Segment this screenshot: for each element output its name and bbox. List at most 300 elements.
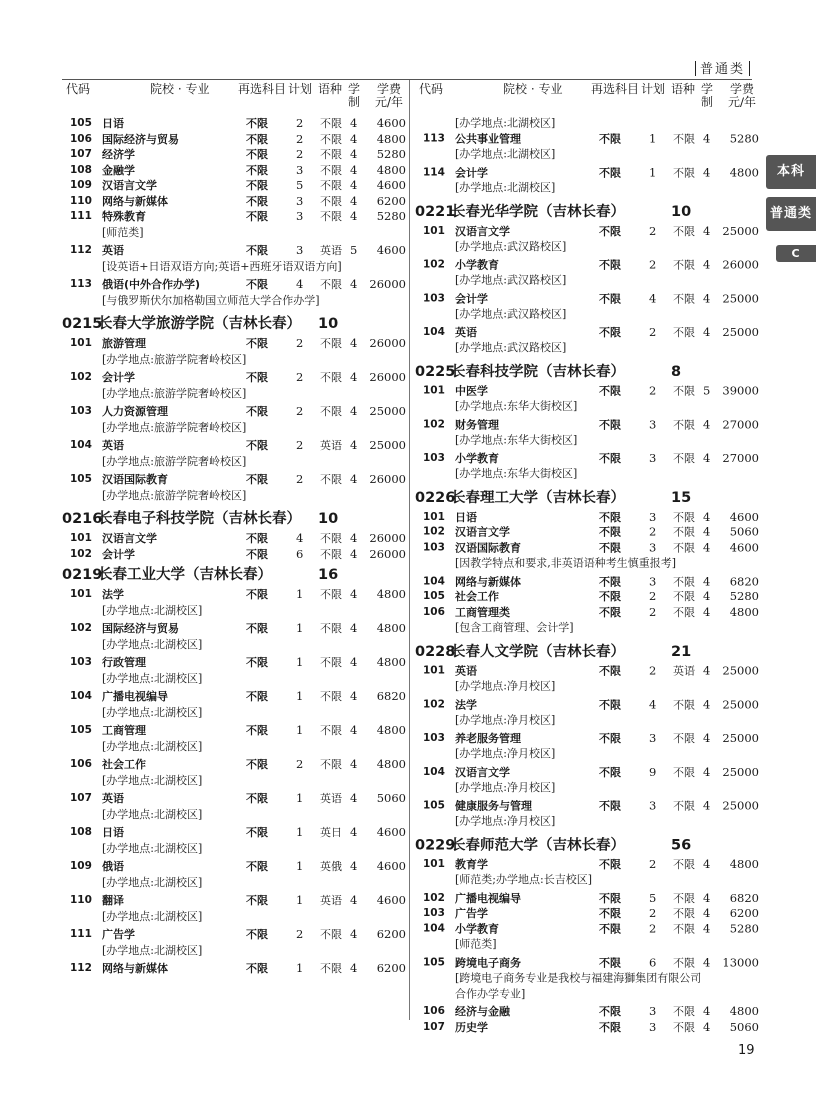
language: 不限 bbox=[673, 574, 695, 588]
institution-heading bbox=[415, 488, 760, 507]
study-years: 4 bbox=[350, 193, 358, 208]
table-row bbox=[415, 451, 760, 466]
major-note: [办学地点:北湖校区] bbox=[102, 909, 203, 923]
major-code: 103 bbox=[70, 405, 92, 417]
table-row bbox=[415, 291, 760, 306]
subject-requirement: 不限 bbox=[599, 418, 621, 431]
row-spacer bbox=[415, 196, 760, 199]
language: 不限 bbox=[673, 697, 695, 711]
tuition-fee: 4600 bbox=[376, 178, 406, 192]
subject-requirement: 不限 bbox=[246, 758, 268, 771]
major-code: 101 bbox=[423, 224, 445, 237]
plan-count: 2 bbox=[296, 147, 304, 161]
institution-code: 0229 bbox=[415, 836, 456, 853]
language: 不限 bbox=[320, 163, 342, 177]
side-tab-general[interactable]: 普通类 bbox=[766, 197, 816, 231]
header-code: 代码 bbox=[419, 81, 444, 96]
study-years: 4 bbox=[350, 472, 358, 486]
major-code: 109 bbox=[70, 860, 92, 872]
tuition-fee: 4800 bbox=[376, 723, 406, 737]
left-column-body bbox=[62, 116, 407, 977]
subject-requirement: 不限 bbox=[246, 690, 268, 703]
tuition-fee: 4800 bbox=[729, 164, 759, 179]
tuition-fee: 25000 bbox=[369, 404, 406, 418]
major-code: 113 bbox=[423, 132, 445, 145]
table-row bbox=[62, 547, 407, 563]
row-spacer bbox=[62, 308, 407, 311]
subject-requirement: 不限 bbox=[246, 894, 268, 907]
study-years: 4 bbox=[703, 540, 711, 555]
study-years: 5 bbox=[703, 383, 711, 398]
side-tab-c[interactable]: C bbox=[776, 245, 816, 262]
institution-block bbox=[62, 116, 407, 311]
tuition-fee: 4800 bbox=[376, 621, 406, 635]
institution-block bbox=[415, 488, 760, 638]
subject-requirement: 不限 bbox=[246, 826, 268, 839]
subject-requirement: 不限 bbox=[246, 588, 268, 601]
major-name: 小学教育 bbox=[455, 451, 499, 465]
plan-count: 1 bbox=[649, 164, 657, 179]
major-name: 工商管理类 bbox=[455, 605, 510, 619]
major-note: [设英语+日语双语方向;英语+西班牙语双语方向] bbox=[102, 259, 342, 273]
tuition-fee: 26000 bbox=[369, 277, 406, 291]
major-note: [包含工商管理、会计学] bbox=[455, 621, 574, 634]
tuition-fee: 25000 bbox=[722, 290, 759, 305]
major-code: 107 bbox=[70, 792, 92, 804]
tuition-fee: 27000 bbox=[722, 417, 759, 431]
tuition-fee: 4800 bbox=[376, 162, 406, 177]
subject-requirement: 不限 bbox=[246, 532, 268, 545]
table-row bbox=[415, 589, 760, 604]
study-years: 4 bbox=[703, 955, 711, 969]
row-spacer bbox=[415, 482, 760, 485]
language: 不限 bbox=[673, 541, 695, 555]
tuition-fee: 6200 bbox=[376, 961, 406, 975]
institution-total: 15 bbox=[671, 489, 692, 506]
study-years: 4 bbox=[350, 336, 358, 350]
study-years: 4 bbox=[703, 223, 711, 238]
study-years: 4 bbox=[703, 856, 711, 871]
table-row bbox=[62, 147, 407, 163]
language: 英语 bbox=[320, 244, 342, 257]
major-code: 101 bbox=[423, 510, 445, 523]
subject-requirement: 不限 bbox=[246, 337, 268, 350]
institution-heading bbox=[415, 203, 760, 222]
subject-requirement: 不限 bbox=[246, 132, 268, 146]
major-code: 101 bbox=[70, 532, 92, 544]
subject-requirement: 不限 bbox=[246, 656, 268, 669]
major-name: 旅游管理 bbox=[102, 337, 146, 350]
major-note: [办学地点:旅游学院奢岭校区] bbox=[102, 352, 247, 366]
table-row bbox=[62, 178, 407, 194]
table-row bbox=[415, 383, 760, 398]
major-code: 107 bbox=[423, 1020, 445, 1033]
study-years: 4 bbox=[703, 890, 711, 905]
language: 不限 bbox=[673, 605, 695, 619]
study-years: 5 bbox=[350, 243, 358, 257]
study-years: 4 bbox=[350, 689, 358, 703]
major-code: 102 bbox=[423, 418, 445, 430]
table-header bbox=[62, 80, 407, 116]
major-name: 日语 bbox=[455, 510, 477, 524]
major-code: 106 bbox=[70, 132, 92, 145]
major-code: 106 bbox=[423, 1005, 445, 1018]
major-note: [办学地点:北湖校区] bbox=[102, 603, 203, 617]
language: 不限 bbox=[673, 765, 695, 779]
major-name: 汉语言文学 bbox=[455, 765, 510, 779]
tuition-fee: 39000 bbox=[722, 383, 759, 398]
language: 不限 bbox=[320, 117, 342, 130]
major-code: 103 bbox=[70, 656, 92, 668]
major-name: 网络与新媒体 bbox=[455, 574, 521, 588]
study-years: 4 bbox=[350, 178, 358, 192]
subject-requirement: 不限 bbox=[599, 1005, 621, 1019]
subject-requirement: 不限 bbox=[599, 224, 621, 238]
table-row bbox=[415, 697, 760, 712]
tuition-fee: 4600 bbox=[729, 540, 759, 555]
tuition-fee: 25000 bbox=[722, 764, 759, 779]
table-row bbox=[62, 859, 407, 875]
major-name: 英语 bbox=[455, 664, 477, 678]
institution-code: 0219 bbox=[62, 567, 103, 583]
major-name: 广播电视编导 bbox=[455, 891, 521, 905]
language: 不限 bbox=[673, 291, 695, 305]
subject-requirement: 不限 bbox=[246, 163, 268, 177]
major-code: 106 bbox=[70, 758, 92, 770]
tuition-fee: 5060 bbox=[729, 524, 759, 539]
institution-code: 0226 bbox=[415, 489, 456, 506]
plan-count: 4 bbox=[296, 277, 304, 291]
major-name: 养老服务管理 bbox=[455, 731, 521, 745]
major-name: 英语 bbox=[102, 792, 124, 805]
plan-count: 2 bbox=[649, 905, 657, 920]
language: 不限 bbox=[673, 956, 695, 969]
study-years: 4 bbox=[350, 621, 358, 635]
major-name: 英语 bbox=[102, 439, 124, 452]
major-name: 日语 bbox=[102, 117, 124, 130]
tuition-fee: 4800 bbox=[376, 587, 406, 601]
study-years: 4 bbox=[350, 209, 358, 223]
subject-requirement: 不限 bbox=[599, 731, 621, 745]
major-name: 法学 bbox=[455, 697, 477, 711]
language: 英语 bbox=[320, 439, 342, 452]
subject-requirement: 不限 bbox=[599, 384, 621, 398]
table-row bbox=[62, 472, 407, 488]
major-note: [办学地点:北湖校区] bbox=[102, 739, 203, 753]
major-code: 108 bbox=[70, 826, 92, 838]
study-years: 4 bbox=[703, 764, 711, 779]
major-code: 106 bbox=[423, 605, 445, 618]
plan-count: 3 bbox=[649, 730, 657, 745]
subject-requirement: 不限 bbox=[246, 439, 268, 452]
subject-requirement: 不限 bbox=[246, 547, 268, 561]
major-code: 102 bbox=[423, 697, 445, 710]
major-name: 小学教育 bbox=[455, 258, 499, 272]
table-row bbox=[62, 163, 407, 179]
major-note: [办学地点:北湖校区] bbox=[455, 147, 556, 161]
study-years: 4 bbox=[350, 404, 358, 418]
plan-count: 1 bbox=[296, 723, 304, 737]
continued-note: [办学地点:北湖校区] bbox=[455, 116, 556, 130]
major-name: 公共事业管理 bbox=[455, 132, 521, 146]
study-years: 4 bbox=[350, 859, 358, 873]
major-note: [办学地点:旅游学院奢岭校区] bbox=[102, 420, 247, 434]
subject-requirement: 不限 bbox=[246, 194, 268, 208]
header-name: 院校 · 专业 bbox=[503, 81, 563, 96]
table-header bbox=[415, 80, 760, 116]
subject-requirement: 不限 bbox=[246, 179, 268, 192]
language: 不限 bbox=[320, 622, 342, 635]
tuition-fee: 6200 bbox=[376, 927, 406, 941]
language: 不限 bbox=[673, 325, 695, 339]
plan-count: 2 bbox=[296, 438, 304, 452]
language: 英日 bbox=[320, 826, 342, 839]
major-note: [办学地点:武汉路校区] bbox=[455, 273, 567, 287]
major-name: 英语 bbox=[102, 244, 124, 257]
table-row bbox=[62, 893, 407, 909]
subject-requirement: 不限 bbox=[599, 132, 621, 146]
subject-requirement: 不限 bbox=[246, 928, 268, 941]
tuition-fee: 26000 bbox=[722, 257, 759, 272]
tuition-fee: 5280 bbox=[729, 921, 759, 936]
language: 不限 bbox=[320, 724, 342, 737]
major-code: 102 bbox=[423, 258, 445, 271]
language: 不限 bbox=[673, 799, 695, 813]
major-note: [师范类;办学地点:长吉校区] bbox=[455, 873, 592, 887]
tuition-fee: 25000 bbox=[722, 798, 759, 813]
header-subject: 再选科目 bbox=[238, 82, 287, 96]
study-years: 4 bbox=[703, 450, 711, 465]
column-divider bbox=[409, 80, 410, 1020]
major-name: 广告学 bbox=[455, 906, 488, 920]
plan-count: 2 bbox=[296, 404, 304, 418]
major-code: 105 bbox=[70, 724, 92, 736]
language: 不限 bbox=[673, 258, 695, 272]
right-column bbox=[415, 80, 760, 1035]
tuition-fee: 4600 bbox=[729, 509, 759, 524]
major-code: 110 bbox=[70, 894, 92, 906]
table-row bbox=[62, 587, 407, 603]
institution-block bbox=[62, 510, 407, 562]
institution-name: 长春电子科技学院（吉林长春） bbox=[98, 511, 301, 527]
study-years: 4 bbox=[350, 546, 358, 561]
major-code: 108 bbox=[70, 163, 92, 176]
table-row bbox=[415, 257, 760, 272]
major-name: 经济与金融 bbox=[455, 1005, 510, 1019]
plan-count: 1 bbox=[296, 961, 304, 975]
major-code: 103 bbox=[423, 451, 445, 464]
plan-count: 9 bbox=[649, 764, 657, 779]
header-years: 学制 bbox=[348, 82, 361, 109]
subject-requirement: 不限 bbox=[599, 922, 621, 936]
major-name: 网络与新媒体 bbox=[102, 962, 168, 975]
plan-count: 3 bbox=[649, 573, 657, 588]
table-row bbox=[62, 689, 407, 705]
major-code: 105 bbox=[423, 956, 445, 968]
table-row bbox=[415, 131, 760, 146]
major-name: 教育学 bbox=[455, 857, 488, 871]
tuition-fee: 5060 bbox=[376, 791, 406, 805]
subject-requirement: 不限 bbox=[246, 405, 268, 418]
tuition-fee: 26000 bbox=[369, 472, 406, 486]
table-row bbox=[62, 116, 407, 132]
plan-count: 2 bbox=[649, 324, 657, 339]
tuition-fee: 5280 bbox=[729, 131, 759, 146]
major-name: 英语 bbox=[455, 325, 477, 339]
study-years: 4 bbox=[350, 927, 358, 941]
tuition-fee: 4600 bbox=[376, 825, 406, 839]
header-fee: 学费元/年 bbox=[727, 81, 757, 109]
study-years: 4 bbox=[703, 131, 711, 146]
plan-count: 2 bbox=[296, 116, 304, 130]
plan-count: 6 bbox=[296, 546, 304, 561]
tuition-fee: 26000 bbox=[369, 370, 406, 384]
tuition-fee: 13000 bbox=[722, 955, 759, 969]
institution-block bbox=[415, 836, 760, 1035]
tuition-fee: 26000 bbox=[369, 531, 406, 545]
plan-count: 3 bbox=[649, 798, 657, 813]
major-name: 会计学 bbox=[455, 291, 488, 305]
tuition-fee: 4800 bbox=[376, 757, 406, 771]
major-name: 汉语言文学 bbox=[455, 224, 510, 238]
institution-name: 长春光华学院（吉林长春） bbox=[451, 203, 625, 220]
header-lang: 语种 bbox=[671, 81, 696, 96]
study-years: 4 bbox=[703, 524, 711, 539]
major-note: [办学地点:东华大街校区] bbox=[455, 467, 578, 481]
major-name: 俄语(中外合作办学) bbox=[102, 278, 201, 291]
plan-count: 2 bbox=[649, 604, 657, 619]
subject-requirement: 不限 bbox=[599, 765, 621, 779]
study-years: 4 bbox=[703, 164, 711, 179]
subject-requirement: 不限 bbox=[599, 325, 621, 339]
table-row bbox=[415, 798, 760, 813]
major-note: [办学地点:净月校区] bbox=[455, 814, 556, 828]
category-label: 普通类 bbox=[700, 62, 746, 77]
tuition-fee: 5280 bbox=[376, 209, 406, 223]
side-tab-undergrad[interactable]: 本科 bbox=[766, 155, 816, 189]
table-row bbox=[415, 921, 760, 936]
language: 不限 bbox=[673, 906, 695, 920]
subject-requirement: 不限 bbox=[246, 210, 268, 223]
plan-count: 1 bbox=[296, 859, 304, 873]
subject-requirement: 不限 bbox=[599, 891, 621, 905]
institution-block bbox=[62, 315, 407, 506]
language: 不限 bbox=[673, 165, 695, 179]
header-name: 院校 · 专业 bbox=[150, 82, 210, 96]
plan-count: 1 bbox=[649, 131, 657, 146]
major-note: [跨境电子商务专业是我校与福建海獅集团有限公司合作办学专业] bbox=[455, 971, 702, 1000]
table-row bbox=[415, 764, 760, 779]
study-years: 4 bbox=[350, 531, 358, 545]
major-code: 102 bbox=[70, 547, 92, 560]
major-name: 中医学 bbox=[455, 384, 488, 398]
study-years: 4 bbox=[350, 162, 358, 177]
table-row bbox=[415, 731, 760, 746]
plan-count: 1 bbox=[296, 689, 304, 703]
header-plan: 计划 bbox=[641, 81, 666, 96]
major-code: 102 bbox=[423, 525, 445, 538]
major-note: [办学地点:净月校区] bbox=[455, 747, 556, 760]
table-row bbox=[415, 1020, 760, 1035]
study-years: 4 bbox=[350, 277, 358, 291]
major-name: 广告学 bbox=[102, 928, 135, 941]
table-row bbox=[62, 336, 407, 352]
major-note: [办学地点:净月校区] bbox=[455, 780, 556, 794]
plan-count: 1 bbox=[296, 791, 304, 805]
major-note: [与俄罗斯伏尔加格勒国立师范大学合作办学] bbox=[102, 293, 320, 307]
major-name: 人力资源管理 bbox=[102, 405, 168, 418]
plan-count: 3 bbox=[296, 193, 304, 208]
study-years: 4 bbox=[703, 509, 711, 524]
subject-requirement: 不限 bbox=[599, 605, 621, 619]
major-name: 会计学 bbox=[455, 165, 488, 179]
subject-requirement: 不限 bbox=[599, 956, 621, 969]
major-note: [办学地点:北湖校区] bbox=[102, 807, 203, 821]
major-code: 107 bbox=[70, 148, 92, 160]
major-name: 汉语言文学 bbox=[455, 525, 510, 539]
table-row bbox=[415, 955, 760, 970]
language: 不限 bbox=[673, 590, 695, 604]
study-years: 4 bbox=[350, 438, 358, 452]
institution-code: 0216 bbox=[62, 511, 103, 527]
subject-requirement: 不限 bbox=[246, 371, 268, 384]
study-years: 4 bbox=[703, 921, 711, 936]
table-row bbox=[415, 525, 760, 540]
major-note: [办学地点:北湖校区] bbox=[455, 181, 556, 195]
tuition-fee: 4800 bbox=[729, 604, 759, 619]
table-row bbox=[415, 891, 760, 906]
subject-requirement: 不限 bbox=[246, 244, 268, 257]
language: 英俄 bbox=[320, 860, 342, 873]
institution-block bbox=[415, 116, 760, 199]
major-note: [办学地点:东华大街校区] bbox=[455, 399, 578, 413]
institution-block bbox=[415, 642, 760, 832]
table-row bbox=[415, 574, 760, 589]
tuition-fee: 6820 bbox=[376, 689, 406, 703]
major-name: 国际经济与贸易 bbox=[102, 132, 179, 146]
plan-count: 2 bbox=[649, 257, 657, 272]
table-row bbox=[415, 509, 760, 524]
plan-count: 1 bbox=[296, 825, 304, 839]
plan-count: 3 bbox=[649, 450, 657, 465]
major-name: 跨境电子商务 bbox=[455, 956, 521, 969]
language: 不限 bbox=[320, 758, 342, 771]
language: 不限 bbox=[673, 922, 695, 936]
language: 英语 bbox=[320, 792, 342, 805]
subject-requirement: 不限 bbox=[599, 258, 621, 272]
major-code: 114 bbox=[423, 165, 445, 178]
major-name: 社会工作 bbox=[455, 590, 499, 604]
language: 不限 bbox=[320, 179, 342, 192]
major-code: 105 bbox=[423, 799, 445, 812]
language: 不限 bbox=[673, 1020, 695, 1034]
major-note: [办学地点:旅游学院奢岭校区] bbox=[102, 454, 247, 468]
major-code: 105 bbox=[70, 117, 92, 129]
language: 不限 bbox=[320, 371, 342, 384]
study-years: 4 bbox=[350, 116, 358, 130]
table-row bbox=[62, 621, 407, 637]
institution-total: 16 bbox=[318, 567, 339, 583]
institution-block bbox=[415, 362, 760, 484]
study-years: 4 bbox=[703, 798, 711, 813]
major-code: 111 bbox=[70, 928, 92, 940]
subject-requirement: 不限 bbox=[246, 962, 268, 975]
institution-name: 长春大学旅游学院（吉林长春） bbox=[98, 316, 301, 332]
study-years: 4 bbox=[350, 825, 358, 839]
plan-count: 1 bbox=[296, 621, 304, 635]
institution-total: 10 bbox=[318, 511, 339, 527]
major-note: [办学地点:北湖校区] bbox=[102, 841, 203, 855]
